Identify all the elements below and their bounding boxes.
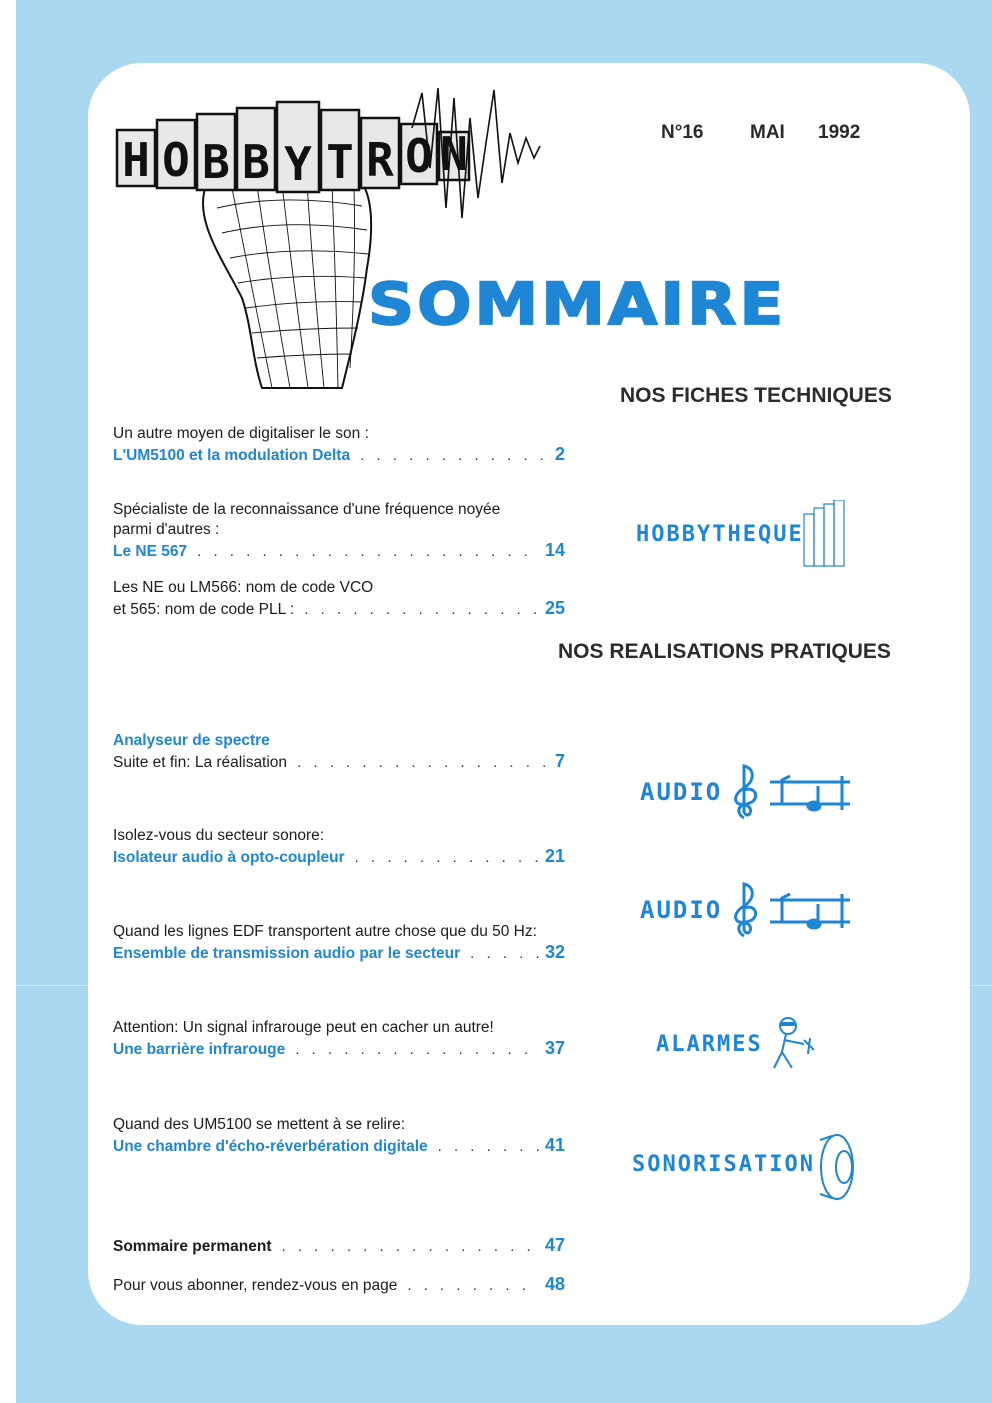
- hobbytronic-logo: [112, 88, 542, 393]
- svg-text:O: O: [405, 129, 433, 183]
- entry-title: Une chambre d'écho-réverbération digitale: [113, 1138, 428, 1155]
- entry-title: Analyseur de spectre: [113, 732, 270, 749]
- dot-leader: [297, 753, 549, 773]
- svg-text:B: B: [242, 135, 270, 189]
- audio-icon: AUDIO: [640, 880, 850, 940]
- svg-text:T: T: [326, 135, 354, 189]
- toc-entry[interactable]: [113, 424, 565, 466]
- page-number: 41: [544, 1135, 565, 1155]
- svg-text:N: N: [440, 127, 468, 181]
- svg-text:H: H: [122, 133, 150, 187]
- alarmes-icon: ALARMES: [656, 1016, 836, 1072]
- entry-intro: Spécialiste de la reconnaissance d'une fréquence noyée: [113, 501, 501, 518]
- toc-entry[interactable]: [113, 731, 565, 773]
- page-number: 47: [544, 1235, 565, 1255]
- entry-intro: Un autre moyen de digitaliser le son :: [113, 425, 369, 442]
- toc-entry[interactable]: [113, 500, 565, 562]
- dot-leader: [355, 848, 539, 868]
- entry-intro: Les NE ou LM566: nom de code VCO: [113, 579, 374, 596]
- page-number: 14: [544, 540, 565, 560]
- entry-title: Pour vous abonner, rendez-vous en page: [113, 1277, 398, 1294]
- toc-entry[interactable]: [113, 1235, 565, 1257]
- svg-text:O: O: [162, 133, 190, 187]
- entry-intro: Quand les lignes EDF transportent autre chose que du 50 Hz:: [113, 923, 537, 940]
- dot-leader: [197, 542, 539, 562]
- dot-leader: [360, 446, 549, 466]
- page-title: SOMMAIRE: [368, 272, 787, 339]
- entry-title: Ensemble de transmission audio par le secteur: [113, 945, 461, 962]
- toc-entry[interactable]: [113, 1018, 565, 1060]
- dot-leader: [282, 1237, 539, 1257]
- hobbytheque-icon: HOBBYTHEQUE: [636, 500, 804, 525]
- toc-entry[interactable]: [113, 922, 565, 964]
- dot-leader: [438, 1137, 539, 1157]
- sonorisation-icon: SONORISATION: [632, 1132, 862, 1202]
- page-number: 25: [544, 598, 565, 618]
- entry-title: et 565: nom de code PLL :: [113, 601, 295, 618]
- svg-text:B: B: [202, 135, 230, 189]
- page-number: 21: [544, 846, 565, 866]
- entry-subtitle: Suite et fin: La réalisation: [113, 754, 288, 771]
- entry-title: Isolateur audio à opto-coupleur: [113, 849, 345, 866]
- toc-entry[interactable]: [113, 1115, 565, 1157]
- dot-leader: [295, 1040, 539, 1060]
- section-realisations-pratiques: NOS REALISATIONS PRATIQUES: [558, 640, 891, 663]
- entry-intro: Attention: Un signal infrarouge peut en cacher un autre!: [113, 1019, 494, 1036]
- dot-leader: [407, 1276, 539, 1296]
- entry-intro: parmi d'autres :: [113, 521, 220, 538]
- dot-leader: [304, 600, 539, 620]
- issue-number: N°16: [661, 122, 704, 143]
- page-number: 32: [544, 942, 565, 962]
- section-fiches-techniques: NOS FICHES TECHNIQUES: [620, 384, 892, 407]
- fold-line: [16, 985, 992, 986]
- issue-year: 1992: [818, 122, 861, 143]
- svg-text:R: R: [366, 133, 394, 187]
- page-number: 48: [544, 1274, 565, 1294]
- entry-title: L'UM5100 et la modulation Delta: [113, 447, 351, 464]
- toc-entry[interactable]: [113, 826, 565, 868]
- page-number: 7: [554, 751, 565, 771]
- audio-icon: AUDIO: [640, 762, 850, 822]
- page-number: 37: [544, 1038, 565, 1058]
- entry-intro: Quand des UM5100 se mettent à se relire:: [113, 1116, 406, 1133]
- sound-wave: [412, 88, 540, 218]
- svg-text:Y: Y: [284, 137, 312, 191]
- toc-entry[interactable]: [113, 578, 565, 620]
- toc-entry[interactable]: [113, 1274, 565, 1296]
- page-number: 2: [554, 444, 565, 464]
- entry-intro: Isolez-vous du secteur sonore:: [113, 827, 325, 844]
- dot-leader: [470, 944, 539, 964]
- entry-title: Sommaire permanent: [113, 1238, 272, 1255]
- issue-month: MAI: [750, 122, 785, 143]
- entry-title: Une barrière infrarouge: [113, 1041, 286, 1058]
- entry-title: Le NE 567: [113, 543, 188, 560]
